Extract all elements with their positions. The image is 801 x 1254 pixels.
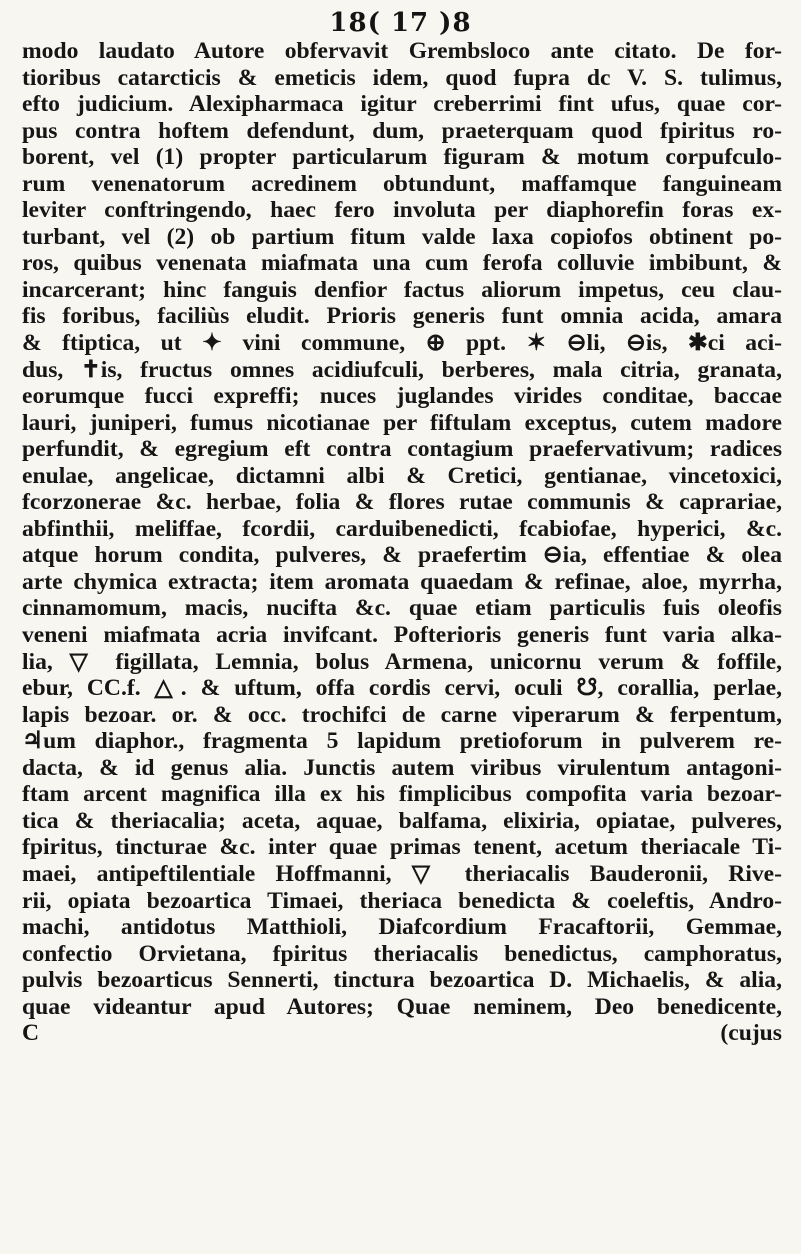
- body-text: [22, 38, 782, 1047]
- text-line: machi, antidotus Matthioli, Diafcordium Fracaftorii, Gemmae,: [22, 914, 782, 941]
- text-line: perfundit, & egregium eft contra contagium praefervativum; radices: [22, 436, 782, 463]
- text-line: ros, quibus venenata miafmata una cum ferofa colluvie imbibunt, &: [22, 250, 782, 277]
- text-line: ♃um diaphor., fragmenta 5 lapidum pretioforum in pulverem re-: [22, 728, 782, 755]
- text-line: lia, ▽ figillata, Lemnia, bolus Armena, unicornu verum & foffile,: [22, 648, 782, 675]
- text-line: dacta, & id genus alia. Junctis autem viribus virulentum antagoni-: [22, 754, 782, 781]
- text-line: pus contra hoftem defendunt, dum, praeterquam quod fpiritus ro-: [22, 117, 782, 144]
- text-line: turbant, vel (2) ob partium fitum valde laxa copiofos obtinent po-: [22, 223, 782, 250]
- text-line: efto judicium. Alexipharmaca igitur creberrimi fint ufus, quae cor-: [22, 91, 782, 118]
- text-line: ebur, CC.f. △. & uftum, offa cordis cervi, oculi ☋, corallia, perlae,: [22, 675, 782, 702]
- text-line: rum venenatorum acredinem obtundunt, maffamque fanguineam: [22, 170, 782, 197]
- text-line: borent, vel (1) propter particularum figuram & motum corpufculo-: [22, 144, 782, 171]
- text-line: abfinthii, meliffae, fcordii, carduibenedicti, fcabiofae, hyperici, &c.: [22, 515, 782, 542]
- text-line: atque horum condita, pulveres, & praefertim ⊖ia, effentiae & olea: [22, 542, 782, 569]
- text-line: veneni miafmata acria invifcant. Pofterioris generis funt varia alka-: [22, 622, 782, 649]
- text-line: dus, ✝is, fructus omnes acidiufculi, berberes, mala citria, granata,: [22, 356, 782, 383]
- page-header: 18( 17 )8: [329, 8, 472, 38]
- text-line: & ftiptica, ut ✦ vini commune, ⊕ ppt. ✶ ⊖li, ⊖is, ✱ci aci-: [22, 330, 782, 357]
- text-line: tioribus catarcticis & emeticis idem, quod fupra dc V. S. tulimus,: [22, 64, 782, 91]
- text-line: maei, antipeftilentiale Hoffmanni, ▽ theriacalis Bauderonii, Rive-: [22, 860, 782, 887]
- text-line: tica & theriacalia; aceta, aquae, balfama, elixiria, opiatae, pulveres,: [22, 807, 782, 834]
- text-line: confectio Orvietana, fpiritus theriacalis benedictus, camphoratus,: [22, 940, 782, 967]
- text-line: arte chymica extracta; item aromata quaedam & refinae, aloe, myrrha,: [22, 568, 782, 595]
- text-line: fpiritus, tincturae &c. inter quae primas tenent, acetum theriacale Ti-: [22, 834, 782, 861]
- catchword-line: C (cujus: [22, 1020, 782, 1047]
- text-line: ftam arcent magnifica illa ex his fimplicibus compofita varia bezoar-: [22, 781, 782, 808]
- text-line: eorumque fucci expreffi; nuces juglandes virides conditae, baccae: [22, 383, 782, 410]
- text-line: rii, opiata bezoartica Timaei, theriaca benedicta & coeleftis, Andro-: [22, 887, 782, 914]
- text-line: fis foribus, faciliùs eludit. Prioris generis funt omnia acida, amara: [22, 303, 782, 330]
- text-line: pulvis bezoarticus Sennerti, tinctura bezoartica D. Michaelis, & alia,: [22, 967, 782, 994]
- text-line: leviter conftringendo, haec fero involuta per diaphorefin foras ex-: [22, 197, 782, 224]
- text-line: incarcerant; hinc fanguis denfior factus aliorum impetus, ceu clau-: [22, 276, 782, 303]
- text-line: enulae, angelicae, dictamni albi & Cretici, gentianae, vincetoxici,: [22, 462, 782, 489]
- text-line: lauri, juniperi, fumus nicotianae per fiftulam exceptus, cutem madore: [22, 409, 782, 436]
- text-line: quae videantur apud Autores; Quae neminem, Deo benedicente,: [22, 993, 782, 1020]
- text-line: fcorzonerae &c. herbae, folia & flores rutae communis & caprariae,: [22, 489, 782, 516]
- text-line: modo laudato Autore obfervavit Grembsloco ante citato. De for-: [22, 38, 782, 64]
- text-line: cinnamomum, macis, nucifta &c. quae etiam particulis fuis oleofis: [22, 595, 782, 622]
- text-line: lapis bezoar. or. & occ. trochifci de carne viperarum & ferpentum,: [22, 701, 782, 728]
